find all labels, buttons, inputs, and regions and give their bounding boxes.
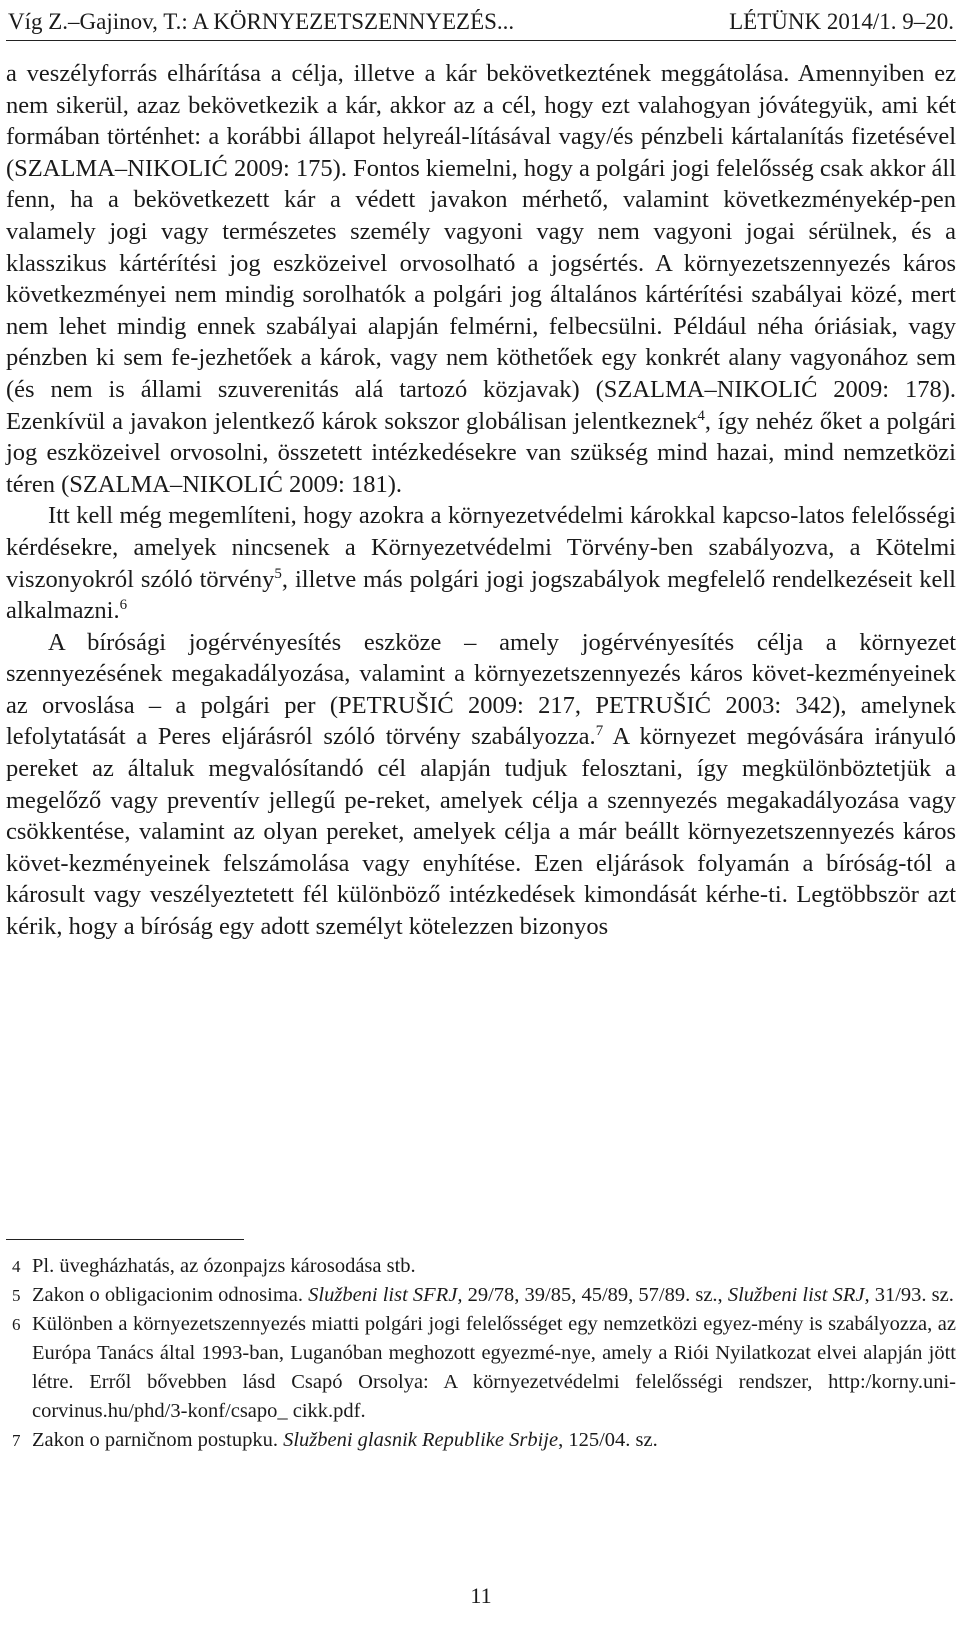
- paragraph-1-text-a: a veszélyforrás elhárítása a célja, illetve a kár bekövetkeztének meggátolása. Amennyiben ez nem sikerül, azaz bekövetkezik a kár, akkor az a cél, hogy ezt valahogyan jóvátegyük, ami két formában történhet: a korábbi állapot helyreál-lításával vagy/és pénzbeli kártalanítás fizetésével (SZALMA–NIKOLIĆ 2009: 175). Fontos kiemelni, hogy a polgári jogi felelősség csak akkor áll fenn, ha a bekövetkezett kár a védett javakon mérhető, valamint következményekép-pen valamely jogi vagy természetes személy vagyoni vagy nem vagyoni jogai sérülnek, és a klasszikus kártérítési jog eszközeivel orvosolható a jogsértés. A környezetszennyezés káros következményei nem mindig sorolhatók a polgári jog általános kártérítési szabályai közé, mert nem lehet mindig ennek szabályai alapján felmérni, felbecsülni. Például néha óriásiak, vagy pénzben ki sem fe-jezhetőek a károk, vagy nem köthetőek egy konkrét alany vagyonához sem (és nem is állami szuverenitás alá tartozó közjavak) (SZALMA–NIKOLIĆ 2009: 178). Ezenkívül a javakon jelentkező károk sokszor globálisan jelentkeznek: [6, 60, 956, 435]
- footnote-source-italic: Službeni glasnik Republike Srbije: [283, 1429, 559, 1451]
- footnotes: [6, 1252, 956, 1455]
- page-number: 11: [470, 1583, 492, 1608]
- footnote-text: Zakon o obligacionim odnosima.: [32, 1284, 309, 1306]
- footnote-number: 7: [12, 1431, 21, 1450]
- footnote-4: [6, 1252, 956, 1281]
- footnote-ref-4: 4: [697, 407, 705, 424]
- body-text: [6, 58, 956, 943]
- header-citation: Víg Z.–Gajinov, T.: A KÖRNYEZETSZENNYEZÉS...: [8, 9, 515, 34]
- footnote-5: [6, 1281, 956, 1310]
- footnote-6: [6, 1310, 956, 1426]
- footnote-source-italic: Službeni list SRJ,: [727, 1284, 870, 1306]
- footnote-ref-5: 5: [274, 565, 282, 582]
- footnote-text: , 125/04. sz.: [558, 1429, 658, 1451]
- paragraph-3-text-a: A bírósági jogérvényesítés eszköze – amely jogérvényesítés célja a környezet szennyezésének megakadályozása, valamint a környezetszennyezés káros követ-kezményeinek az orvoslása – a polgári per (PETRUŠIĆ 2009: 217, PETRUŠIĆ 2003: 342), amelynek lefolytatását a Peres eljárásról szóló törvény szabályozza.: [6, 628, 956, 751]
- paragraph-2: [6, 500, 956, 626]
- footnote-number: 4: [12, 1257, 21, 1276]
- paragraph-2-text-a: Itt kell még megemlíteni, hogy azokra a környezetvédelmi károkkal kapcso-latos felelősségi kérdésekre, amelyek nincsenek a Környezetvédelmi Törvény-ben szabályozva, a Kötelmi viszonyokról szóló törvény: [6, 502, 956, 593]
- running-header: [6, 6, 956, 41]
- paragraph-1-text-b: , így nehéz őket a polgári jog eszközeivel orvosolni, összetett intézkedésekre van szükség mind hazai, mind nemzetközi téren (SZALMA–NIKOLIĆ 2009: 181).: [6, 407, 956, 498]
- footnote-text: Zakon o parničnom postupku.: [32, 1429, 284, 1451]
- paragraph-1: [6, 58, 956, 500]
- footnote-text: Különben a környezetszennyezés miatti polgári jogi felelősséget egy nemzetközi egyez-mény is szabályozza, az Európa Tanács által 1993-ban, Luganóban meghozott egyezmé-nye, amely a Riói Nyilatkozat elvei alapján jött létre. Erről bővebben lásd Csapó Orsolya: A környezetvédelmi felelősségi rendszer, http:/korny.uni-corvinus.hu/phd/3-konf/csapo_ cikk.pdf.: [32, 1313, 956, 1422]
- footnote-7: [6, 1426, 956, 1455]
- header-journal-issue: LÉTÜNK 2014/1. 9–20.: [729, 9, 954, 34]
- footnote-text: 31/93. sz.: [869, 1284, 954, 1306]
- footnote-source-italic: Službeni list SFRJ,: [308, 1284, 463, 1306]
- footnote-text: 29/78, 39/85, 45/89, 57/89. sz.,: [462, 1284, 728, 1306]
- footnote-ref-6: 6: [119, 596, 128, 613]
- paragraph-3-text-b: A környezet megóvására irányuló pereket az általuk megvalósítandó cél alapján tudjuk felosztani, így megkülönböztetjük a megelőző vagy preventív jellegű pe-reket, amelyek célja a szennyezés megakadályozása vagy csökkentése, valamint az olyan pereket, amelyek célja a már beállt környezetszennyezés káros követ-kezményeinek felszámolása vagy enyhítése. Ezen eljárások folyamán a bíróság-tól a károsult vagy veszélyeztetett fél különböző intézkedések kimondását kérhe-ti. Legtöbbször azt kérik, hogy a bíróság egy adott személyt kötelezzen bizonyos: [6, 723, 956, 941]
- footnote-ref-7: 7: [595, 723, 604, 740]
- footnote-number: 6: [12, 1315, 21, 1334]
- footnote-number: 5: [12, 1286, 21, 1305]
- paragraph-3: [6, 627, 956, 943]
- footnote-separator: [6, 1239, 244, 1240]
- footnote-text: Pl. üvegházhatás, az ózonpajzs károsodása stb.: [32, 1255, 416, 1277]
- paragraph-2-text-b: , illetve más polgári jogi jogszabályok megfelelő rendelkezéseit kell alkalmazni.: [6, 565, 956, 625]
